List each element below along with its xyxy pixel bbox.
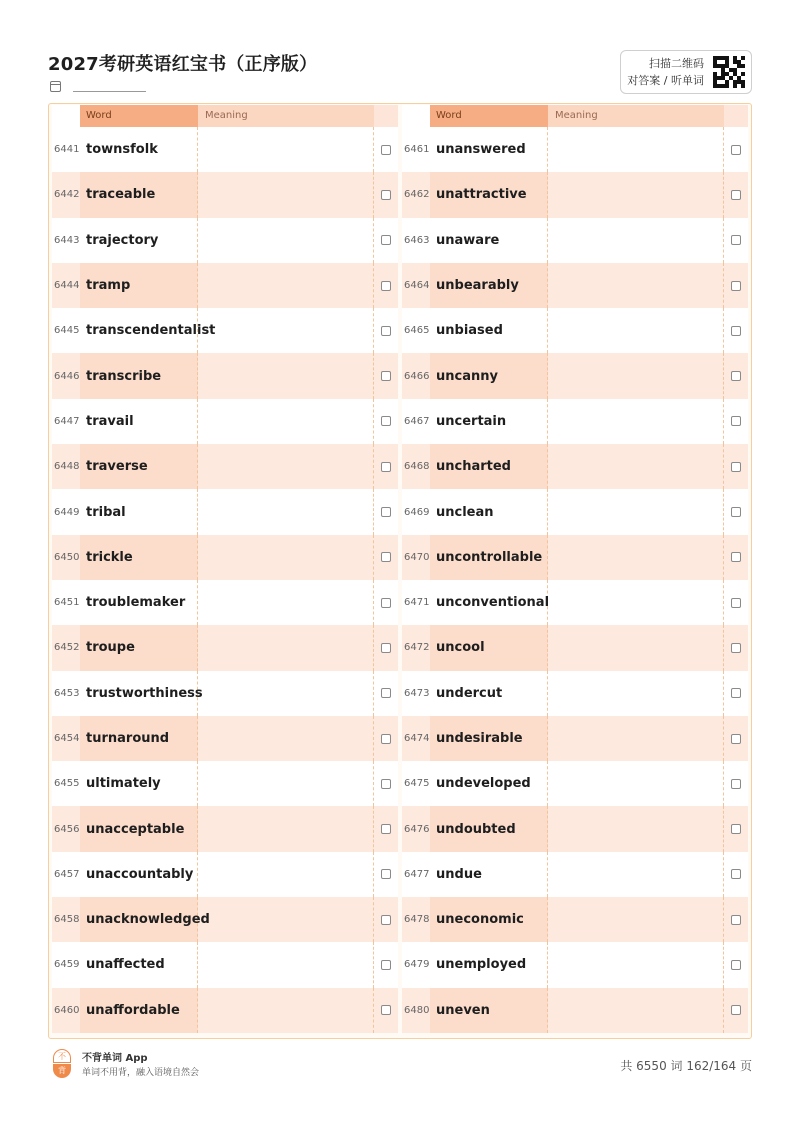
word-text: ultimately [80,761,198,806]
check-cell [724,988,748,1033]
meaning-blank[interactable] [548,353,724,398]
word-number: 6441 [54,144,80,156]
table-row [402,218,748,263]
word-text: travail [80,399,198,444]
qr-code-icon[interactable] [713,56,745,88]
checkbox-icon[interactable] [731,734,741,744]
table-row [52,353,398,398]
table-row [52,897,398,942]
table-row [52,535,398,580]
word-number: 6450 [54,551,80,563]
word-number: 6455 [54,778,80,790]
word-number: 6451 [54,597,80,609]
checkbox-icon[interactable] [731,507,741,517]
checkbox-icon[interactable] [381,960,391,970]
checkbox-icon[interactable] [381,1005,391,1015]
word-text: trajectory [80,218,198,263]
word-text: unaccountably [80,852,198,897]
table-row [402,671,748,716]
meaning-blank[interactable] [198,308,374,353]
checkbox-icon[interactable] [381,734,391,744]
word-text: unaffordable [80,988,198,1033]
meaning-blank[interactable] [198,625,374,670]
check-cell [374,535,398,580]
check-cell [374,625,398,670]
word-number: 6477 [404,868,430,880]
word-text: uncool [430,625,548,670]
check-cell [374,489,398,534]
meaning-blank[interactable] [198,852,374,897]
check-cell [724,671,748,716]
checkbox-icon[interactable] [731,643,741,653]
word-text: tramp [80,263,198,308]
qr-module [741,84,745,88]
word-text: troupe [80,625,198,670]
check-cell [374,308,398,353]
table-row [52,852,398,897]
word-text: uneconomic [430,897,548,942]
table-row [402,942,748,987]
word-number: 6461 [404,144,430,156]
table-row [52,263,398,308]
word-text: uncontrollable [430,535,548,580]
checkbox-icon[interactable] [731,462,741,472]
word-number: 6467 [404,415,430,427]
checkbox-icon[interactable] [381,145,391,155]
date-blank-line [73,91,146,92]
table-row [52,444,398,489]
word-text: townsfolk [80,127,198,172]
checkbox-icon[interactable] [381,281,391,291]
check-cell [374,897,398,942]
word-number: 6449 [54,506,80,518]
table-body-right [402,127,748,1033]
word-number: 6445 [54,325,80,337]
word-text: tribal [80,489,198,534]
word-text: trickle [80,535,198,580]
checkbox-icon[interactable] [381,779,391,789]
word-number: 6466 [404,370,430,382]
check-cell [374,988,398,1033]
table-row [402,852,748,897]
meaning-blank[interactable] [198,806,374,851]
check-cell [724,716,748,761]
meaning-blank[interactable] [548,308,724,353]
qr-caption-line2: 对答案 / 听单词 [627,74,704,87]
word-number: 6444 [54,280,80,292]
check-cell [374,263,398,308]
check-cell [724,444,748,489]
checkbox-icon[interactable] [381,190,391,200]
meaning-blank[interactable] [198,263,374,308]
checkbox-icon[interactable] [731,371,741,381]
meaning-blank[interactable] [548,218,724,263]
table-row [52,625,398,670]
word-number: 6475 [404,778,430,790]
word-number: 6472 [404,642,430,654]
check-cell [724,172,748,217]
word-number: 6460 [54,1004,80,1016]
word-table-left [52,105,398,1033]
qr-caption-line1: 扫描二维码 [649,57,704,70]
table-row [402,353,748,398]
table-row [402,444,748,489]
word-text: unbearably [430,263,548,308]
word-number: 6479 [404,959,430,971]
word-number: 6458 [54,914,80,926]
checkbox-icon[interactable] [381,915,391,925]
header-check-cell [724,105,748,127]
checkbox-icon[interactable] [731,145,741,155]
word-number: 6474 [404,733,430,744]
checkbox-icon[interactable] [381,688,391,698]
app-slogan: 单词不用背，融入语境自然会 [82,1068,200,1078]
header-number-cell [52,105,80,127]
table-row [52,580,398,625]
checkbox-icon[interactable] [381,235,391,245]
table-row [402,806,748,851]
checkbox-icon[interactable] [381,462,391,472]
word-number: 6470 [404,551,430,563]
meaning-blank[interactable] [548,761,724,806]
table-row [52,308,398,353]
meaning-blank[interactable] [548,127,724,172]
word-text: trustworthiness [80,671,198,716]
meaning-blank[interactable] [548,535,724,580]
header-word: Word [80,105,198,127]
word-number: 6469 [404,506,430,518]
check-cell [724,761,748,806]
meaning-blank[interactable] [198,127,374,172]
check-cell [724,308,748,353]
meaning-blank[interactable] [198,942,374,987]
table-row [52,671,398,716]
table-row [402,489,748,534]
check-cell [724,535,748,580]
word-number: 6454 [54,733,80,744]
check-cell [374,172,398,217]
word-text: unacknowledged [80,897,198,942]
page-title: 2027考研英语红宝书（正序版） [48,54,318,75]
meaning-blank[interactable] [198,218,374,263]
word-number: 6446 [54,370,80,382]
app-name: 不背单词 App [82,1053,148,1064]
meaning-blank[interactable] [198,988,374,1033]
word-text: turnaround [80,716,198,761]
header-meaning: Meaning [548,105,724,127]
word-text: unanswered [430,127,548,172]
word-number: 6453 [54,687,80,699]
checkbox-icon[interactable] [731,416,741,426]
table-row [52,942,398,987]
check-cell [724,353,748,398]
app-logo-bottom: 背 [53,1064,71,1078]
word-text: unconventional [430,580,548,625]
check-cell [724,625,748,670]
checkbox-icon[interactable] [381,643,391,653]
check-cell [374,444,398,489]
meaning-blank[interactable] [198,489,374,534]
table-row [52,127,398,172]
word-number: 6468 [404,461,430,473]
table-header [52,105,398,127]
meaning-blank[interactable] [548,580,724,625]
table-row [402,263,748,308]
table-row [402,399,748,444]
table-row [52,172,398,217]
page-counter: 共 6550 词 162/164 页 [620,1059,752,1073]
word-text: transcribe [80,353,198,398]
word-text: unaware [430,218,548,263]
word-table-right [402,105,748,1033]
check-cell [724,399,748,444]
check-cell [724,852,748,897]
word-number: 6476 [404,823,430,835]
meaning-blank[interactable] [548,806,724,851]
meaning-blank[interactable] [548,489,724,534]
word-number: 6448 [54,461,80,473]
word-text: undue [430,852,548,897]
check-cell [374,761,398,806]
table-row [52,489,398,534]
qr-caption [627,55,704,89]
checkbox-icon[interactable] [381,598,391,608]
word-text: unclean [430,489,548,534]
word-number: 6473 [404,687,430,699]
checkbox-icon[interactable] [381,552,391,562]
table-row [402,625,748,670]
word-text: troublemaker [80,580,198,625]
meaning-blank[interactable] [548,988,724,1033]
header-meaning: Meaning [198,105,374,127]
word-text: unemployed [430,942,548,987]
word-number: 6457 [54,868,80,880]
checkbox-icon[interactable] [731,688,741,698]
word-text: undesirable [430,716,548,761]
check-cell [374,716,398,761]
meaning-blank[interactable] [548,942,724,987]
header-word: Word [430,105,548,127]
table-row [402,308,748,353]
check-cell [374,127,398,172]
table-row [402,761,748,806]
meaning-blank[interactable] [198,761,374,806]
word-text: uncertain [430,399,548,444]
checkbox-icon[interactable] [731,190,741,200]
table-row [52,399,398,444]
table-row [52,218,398,263]
check-cell [724,263,748,308]
table-row [402,897,748,942]
checkbox-icon[interactable] [731,281,741,291]
check-cell [724,942,748,987]
check-cell [724,127,748,172]
word-text: undercut [430,671,548,716]
meaning-blank[interactable] [198,399,374,444]
checkbox-icon[interactable] [381,869,391,879]
table-row [52,988,398,1033]
header-check-cell [374,105,398,127]
table-row [402,535,748,580]
table-row [52,716,398,761]
checkbox-icon[interactable] [381,507,391,517]
meaning-blank[interactable] [548,172,724,217]
word-number: 6471 [404,597,430,609]
word-text: uncharted [430,444,548,489]
checkbox-icon[interactable] [731,552,741,562]
checkbox-icon[interactable] [731,326,741,336]
app-logo-top: 不 [53,1049,71,1063]
meaning-blank[interactable] [548,671,724,716]
checkbox-icon[interactable] [731,915,741,925]
checkbox-icon[interactable] [381,371,391,381]
meaning-blank[interactable] [198,897,374,942]
word-number: 6462 [404,189,430,201]
word-number: 6480 [404,1004,430,1016]
table-row [52,806,398,851]
table-header [402,105,748,127]
table-body-left [52,127,398,1033]
meaning-blank[interactable] [548,263,724,308]
check-cell [374,942,398,987]
check-cell [724,580,748,625]
word-text: uncanny [430,353,548,398]
word-number: 6478 [404,914,430,926]
word-number: 6463 [404,234,430,246]
checkbox-icon[interactable] [381,326,391,336]
check-cell [374,580,398,625]
word-number: 6452 [54,642,80,654]
word-text: undoubted [430,806,548,851]
table-row [402,172,748,217]
meaning-blank[interactable] [198,580,374,625]
word-text: traverse [80,444,198,489]
meaning-blank[interactable] [548,852,724,897]
checkbox-icon[interactable] [731,1005,741,1015]
check-cell [724,218,748,263]
checkbox-icon[interactable] [731,960,741,970]
meaning-blank[interactable] [548,625,724,670]
meaning-blank[interactable] [198,353,374,398]
qr-panel [620,50,752,94]
checkbox-icon[interactable] [381,824,391,834]
check-cell [724,897,748,942]
meaning-blank[interactable] [548,444,724,489]
meaning-blank[interactable] [198,172,374,217]
meaning-blank[interactable] [198,444,374,489]
word-text: uneven [430,988,548,1033]
word-number: 6464 [404,280,430,292]
table-row [402,716,748,761]
word-text: traceable [80,172,198,217]
word-number: 6447 [54,415,80,427]
word-number: 6459 [54,959,80,971]
meaning-blank[interactable] [198,671,374,716]
table-row [402,988,748,1033]
table-row [52,761,398,806]
table-row [402,580,748,625]
word-number: 6443 [54,234,80,246]
word-number: 6465 [404,325,430,337]
header-number-cell [402,105,430,127]
check-cell [374,852,398,897]
word-number: 6442 [54,189,80,201]
checkbox-icon[interactable] [731,824,741,834]
check-cell [724,806,748,851]
word-text: transcendentalist [80,308,198,353]
word-text: unacceptable [80,806,198,851]
word-number: 6456 [54,823,80,835]
meaning-blank[interactable] [198,535,374,580]
word-text: unaffected [80,942,198,987]
meaning-blank[interactable] [548,716,724,761]
checkbox-icon[interactable] [731,598,741,608]
checkbox-icon[interactable] [381,416,391,426]
checkbox-icon[interactable] [731,235,741,245]
checkbox-icon[interactable] [731,869,741,879]
meaning-blank[interactable] [548,897,724,942]
meaning-blank[interactable] [198,716,374,761]
app-logo-icon [53,1049,72,1078]
word-text: unattractive [430,172,548,217]
check-cell [374,399,398,444]
check-cell [374,806,398,851]
meaning-blank[interactable] [548,399,724,444]
word-text: unbiased [430,308,548,353]
calendar-icon [50,81,61,92]
checkbox-icon[interactable] [731,779,741,789]
table-row [402,127,748,172]
check-cell [374,671,398,716]
check-cell [724,489,748,534]
check-cell [374,218,398,263]
word-text: undeveloped [430,761,548,806]
date-field [50,81,146,92]
check-cell [374,353,398,398]
